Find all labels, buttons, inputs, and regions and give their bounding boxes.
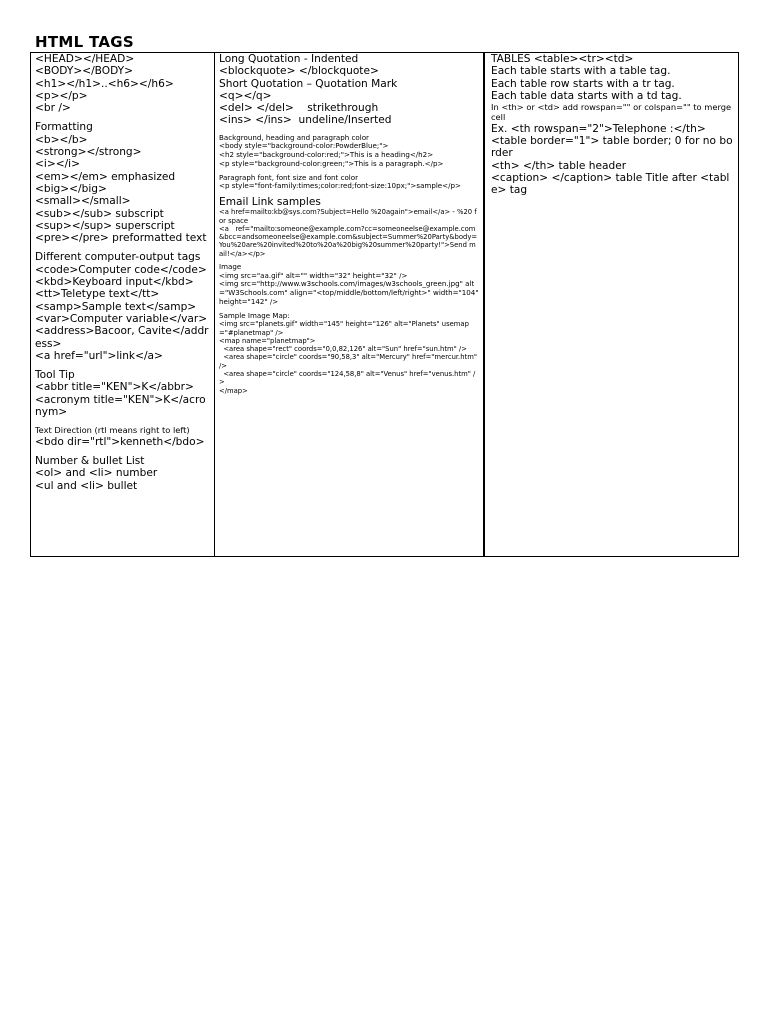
- text-line: <var>Computer variable</var>: [35, 312, 208, 325]
- text-line: <code>Computer code</code>: [35, 263, 207, 276]
- text-line: Each table data starts with a td tag.: [491, 89, 682, 102]
- text-line: <abbr title="KEN">K</abbr>: [35, 381, 194, 394]
- spacer: [35, 448, 210, 455]
- text-line: <HEAD></HEAD>: [35, 53, 135, 65]
- text-line: Ex. <th rowspan="2">Telephone :</th>: [491, 122, 706, 135]
- text-line: <img src="aa.gif" alt="" width="32" height="32" />: [219, 270, 408, 280]
- text-line: Text Direction (rtl means right to left): [35, 425, 190, 436]
- text-line: <sub></sub> subscript: [35, 207, 164, 220]
- text-line: Short Quotation – Quotation Mark: [219, 77, 398, 90]
- text-line: Tool Tip: [35, 369, 75, 382]
- text-line: <area shape="circle" coords="124,58,8" alt="Venus" href="venus.htm" />: [219, 370, 476, 387]
- text-line: <tt>Teletype text</tt>: [35, 288, 160, 301]
- text-line: <q></q>: [219, 89, 272, 102]
- text-line: <caption> </caption> table Title after <table> tag: [491, 171, 730, 197]
- spacer: [35, 114, 210, 121]
- column-tables: [487, 53, 738, 556]
- text-line: <ul and <li> bullet: [35, 479, 138, 492]
- text-line: <area shape="rect" coords="0,0,82,126" alt="Sun" href="sun.htm" />: [219, 345, 467, 354]
- text-line: <h2 style="background-color:red;">This is a heading</h2>: [219, 150, 434, 160]
- text-line: <p style="font-family:times;color:red;font-size:10px;">sample</p>: [219, 181, 461, 191]
- text-line: <small></small>: [35, 195, 131, 208]
- text-line: <address>Bacoor, Cavite</address>: [35, 325, 209, 350]
- text-line: <em></em> emphasized: [35, 170, 176, 183]
- column-styles-links-images: [215, 53, 485, 556]
- text-line: In <th> or <td> add rowspan="" or colspan="" to merge cell: [491, 102, 734, 123]
- text-line: <a href="url">link</a>: [35, 349, 163, 362]
- text-line: <samp>Sample text</samp>: [35, 300, 197, 313]
- text-line: Email Link samples: [219, 196, 321, 208]
- text-line: <p style="background-color:green;">This is a paragraph.</p>: [219, 158, 444, 168]
- text-line: Background, heading and paragraph color: [219, 132, 369, 142]
- text-line: <pre></pre> preformatted text: [35, 232, 207, 245]
- text-line: <blockquote> </blockquote>: [219, 65, 379, 78]
- text-line: <body style="background-color:PowderBlue;">: [219, 141, 389, 151]
- text-line: <acronym title="KEN">K</acronym>: [35, 393, 206, 419]
- text-line: <big></big>: [35, 182, 107, 195]
- text-line: Formatting: [35, 121, 93, 134]
- text-line: <area shape="circle" coords="90,58,3" alt="Mercury" href="mercur.htm" />: [219, 353, 480, 370]
- text-line: Each table starts with a table tag.: [491, 65, 671, 78]
- text-line: <th> </th> table header: [491, 159, 627, 172]
- text-line: <h1></h1>..<h6></h6>: [35, 77, 174, 90]
- text-line: <a href=mailto:kb@sys.com?Subject=Hello %20again">email</a> - %20 for space: [219, 208, 477, 225]
- text-line: <del> </del> strikethrough: [219, 102, 379, 115]
- text-line: <kbd>Keyboard input</kbd>: [35, 276, 194, 289]
- page-title: HTML TAGS: [35, 33, 134, 51]
- text-line: Image: [219, 262, 242, 272]
- text-line: <p></p>: [35, 89, 88, 102]
- text-line: <b></b>: [35, 133, 88, 146]
- text-line: Each table row starts with a tr tag.: [491, 77, 675, 90]
- text-line: <a ref="mailto:someone@example.com?cc=someoneelse@example.com&bcc=andsomeoneelse@example.com&subject=Summer%20Party&body=You%20are%20invited%20to%20a%20big%20summer%20party!">Send mail!</a></p>: [219, 224, 478, 258]
- tags-table: [30, 52, 739, 557]
- spacer: [35, 362, 210, 369]
- text-line: <br />: [35, 102, 71, 115]
- text-line: <table border="1"> table border; 0 for no border: [491, 135, 733, 160]
- text-line: </map>: [219, 386, 248, 395]
- text-line: <map name="planetmap">: [219, 336, 316, 345]
- spacer: [35, 244, 210, 251]
- text-line: <BODY></BODY>: [35, 65, 134, 78]
- text-line: <img src="http://www.w3schools.com/images/w3schools_green.jpg" alt="W3Schools.com" align="<top/middle/bottom/left/right>" width="104" height="142" />: [219, 279, 481, 306]
- text-line: Different computer-output tags: [35, 251, 201, 264]
- text-line: Number & bullet List: [35, 454, 145, 467]
- spacer: [35, 418, 210, 425]
- text-line: <ins> </ins> undeline/Inserted: [219, 114, 392, 127]
- text-line: <ol> and <li> number: [35, 467, 158, 480]
- text-line: TABLES <table><tr><td>: [491, 53, 634, 65]
- text-line: Sample Image Map:: [219, 310, 290, 320]
- text-line: Long Quotation - Indented: [219, 53, 359, 65]
- text-line: <i></i>: [35, 158, 80, 171]
- text-line: <strong></strong>: [35, 146, 142, 159]
- column-basic-tags: [31, 53, 215, 556]
- text-line: Paragraph font, font size and font color: [219, 172, 359, 182]
- text-line: <sup></sup> superscript: [35, 219, 175, 232]
- text-line: <img src="planets.gif" width="145" height="126" alt="Planets" usemap="#planetmap" />: [219, 320, 469, 337]
- text-line: <bdo dir="rtl">kenneth</bdo>: [35, 435, 205, 448]
